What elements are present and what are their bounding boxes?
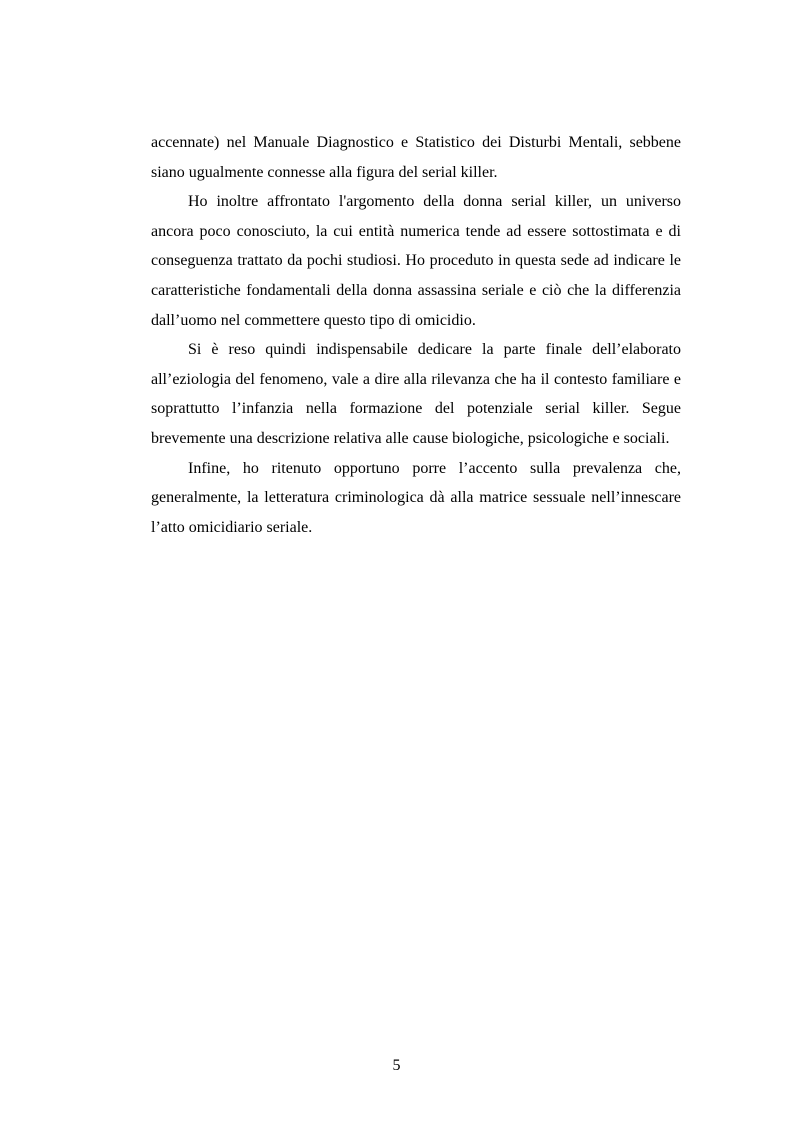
body-text: [151, 128, 681, 542]
paragraph-matrice-sessuale: Infine, ho ritenuto opportuno porre l’accento sulla prevalenza che, generalmente, la letteratura criminologica dà alla matrice sessuale nell’innescare l’atto omicidiario seriale.: [151, 459, 681, 536]
page-number: 5: [392, 1057, 401, 1074]
paragraph-donna-serial-killer: Ho inoltre affrontato l'argomento della donna serial killer, un universo ancora poco conosciuto, la cui entità numerica tende ad essere sottostimata e di conseguenza trattato da pochi studiosi. Ho proceduto in questa sede ad indicare le caratteristiche fondamentali della donna assassina seriale e ciò che la differenzia dall’uomo nel commettere questo tipo di omicidio.: [151, 193, 681, 329]
paragraph-continuation: accennate) nel Manuale Diagnostico e Statistico dei Disturbi Mentali, sebbene siano ugualmente connesse alla figura del serial killer.: [151, 134, 681, 181]
paragraph-eziologia: Si è reso quindi indispensabile dedicare la parte finale dell’elaborato all’eziologia del fenomeno, vale a dire alla rilevanza che ha il contesto familiare e soprattutto l’infanzia nella formazione del potenziale serial killer. Segue brevemente una descrizione relativa alle cause biologiche, psicologiche e sociali.: [151, 341, 681, 447]
